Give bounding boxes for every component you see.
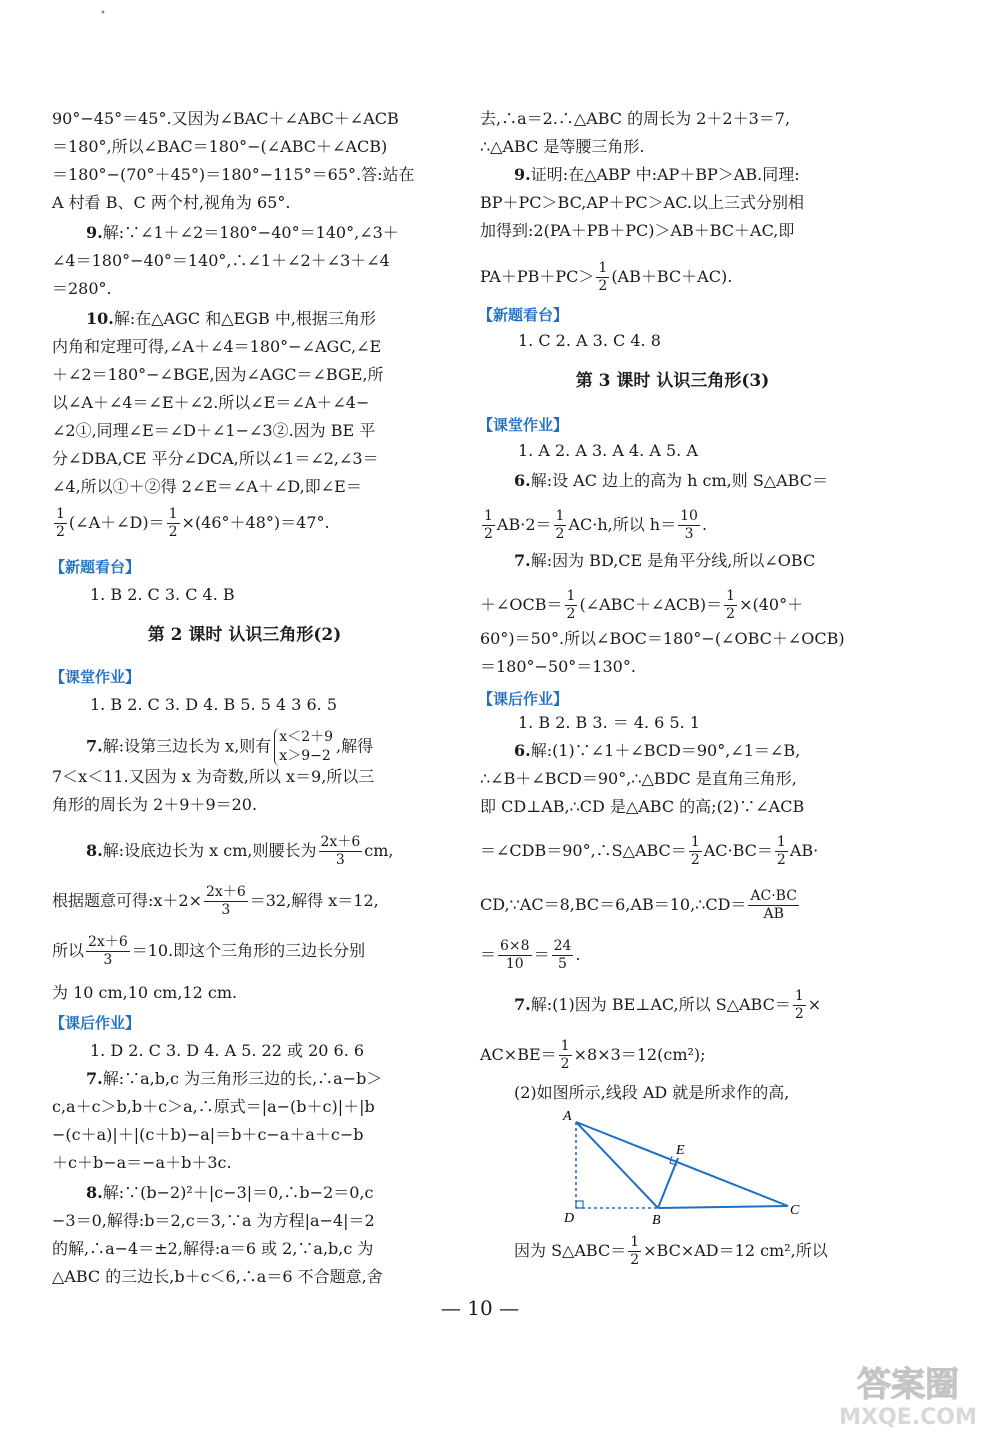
right-angle-d: [576, 1201, 583, 1208]
label-c: C: [790, 1203, 800, 1218]
answer-line: 1. B 2. C 3. C 4. B: [90, 585, 235, 604]
text: 解:因为 BD,CE 是角平分线,所以∠OBC: [530, 551, 816, 570]
section-tag-new: 【新题看台】: [50, 558, 141, 576]
question-number: 7.: [514, 551, 531, 570]
answer-line: 1. B 2. B 3. ＝ 4. 6 5. 1: [518, 713, 700, 732]
text-line: ＝180°−50°＝130°.: [480, 657, 636, 676]
text-line: 分∠DBA,CE 平分∠DCA,所以∠1＝∠2,∠3＝: [52, 449, 379, 468]
label-d: D: [564, 1211, 575, 1226]
text-line: 60°)＝50°.所以∠BOC＝180°−(∠OBC＋∠OCB): [480, 629, 845, 648]
text-line: (2)如图所示,线段 AD 就是所求作的高,: [514, 1083, 790, 1102]
text-line: ∠4＝180°−40°＝140°,∴∠1＋∠2＋∠3＋∠4: [52, 251, 390, 270]
formula-line: ＝∠CDB＝90°,∴S△ABC＝ $\frac{1}{2}$ AC·BC＝ $\frac{1}{2}$ AB·: [480, 834, 819, 868]
text-line: A 村看 B、C 两个村,视角为 65°.: [52, 193, 291, 212]
fraction: $\frac{10}{3}$: [680, 508, 698, 542]
label-b: B: [652, 1213, 661, 1228]
segment-be: [658, 1158, 678, 1208]
text-line: ∴∠B＋∠BCD＝90°,∴△BDC 是直角三角形,: [480, 769, 797, 788]
answer-line: 1. D 2. C 3. D 4. A 5. 22 或 20 6. 6: [90, 1041, 365, 1060]
fraction: $\frac{1}{2}$: [566, 588, 576, 622]
fraction: $\frac{1}{2}$: [776, 834, 786, 868]
text: ,解得: [336, 736, 374, 756]
fraction: $\frac{1}{2}$: [168, 506, 178, 540]
watermark-graphic: [820, 1360, 995, 1430]
answer-line: 1. C 2. A 3. C 4. 8: [518, 331, 661, 350]
fraction: $\frac{6\times 8}{10}$: [500, 938, 530, 972]
text: cm,: [364, 841, 394, 860]
watermark-bottom: MXQE.COM: [839, 1405, 977, 1430]
text-line: 角形的周长为 2＋9＋9＝20.: [52, 795, 258, 814]
fraction: $\frac{2x+6}{3}$: [206, 884, 246, 918]
section-tag-after: 【课后作业】: [50, 1014, 141, 1032]
side-ac: [576, 1122, 788, 1206]
text-line: 去,∴a＝2.∴△ABC 的周长为 2＋2＋3＝7,: [480, 109, 791, 128]
formula-line: [52, 506, 437, 541]
text-line: ＋∠2＝180°−∠BGE,因为∠AGC＝∠BGE,所: [52, 365, 384, 384]
text-line: 的解,∴a−4＝±2,解得:a＝6 或 2,∵a,b,c 为: [52, 1239, 374, 1258]
fraction: $\frac{1}{2}$: [555, 508, 565, 542]
fraction: $\frac{1}{2}$: [726, 588, 736, 622]
section-tag-after: 【课后作业】: [478, 690, 569, 708]
section-tag-new: 【新题看台】: [478, 306, 569, 324]
question-10: [86, 308, 471, 330]
question-7b: [86, 1068, 471, 1090]
question-8: [86, 834, 471, 869]
fraction: $\frac{1}{2}$: [794, 988, 804, 1022]
inequality-system: x＜2＋9 x＞9−2: [274, 728, 333, 766]
answer-line: 1. B 2. C 3. D 4. B 5. 5 4 3 6. 5: [90, 695, 338, 714]
text-line: −(c＋a)|＋|(c＋b)−a|＝b＋c−a＋a＋c−b: [52, 1125, 364, 1144]
watermark-logo: [820, 1360, 995, 1430]
section-tag-class: 【课堂作业】: [50, 668, 141, 686]
question-8b: [86, 1182, 471, 1204]
formula-line: 根据题意可得:x＋2× $\frac{2x+6}{3}$ ＝32,解得 x＝12,: [52, 884, 379, 918]
question-6: [514, 470, 899, 492]
corner-mark: •: [100, 8, 106, 19]
text-line: ∠4,所以①＋②得 2∠E＝∠A＋∠D,即∠E＝: [52, 477, 362, 496]
page-number: — 10 —: [440, 1296, 520, 1320]
text-line: 以∠A＋∠4＝∠E＋∠2.所以∠E＝∠A＋∠4−: [52, 393, 370, 412]
text-line: 即 CD⊥AB,∴CD 是△ABC 的高;(2)∵∠ACB: [480, 797, 805, 816]
question-7: [514, 550, 899, 572]
triangle-diagram: [560, 1108, 810, 1228]
text-line: ＝180°,所以∠BAC＝180°−(∠ABC＋∠ACB): [52, 137, 388, 156]
fraction: $\frac{1}{2}$: [598, 260, 608, 294]
text: 解:设底边长为 x cm,则腰长为: [102, 841, 317, 860]
formula-line: AC×BE＝ $\frac{1}{2}$ ×8×3＝12(cm²);: [480, 1038, 706, 1072]
fraction: $\frac{1}{2}$: [56, 506, 65, 540]
question-number: 6.: [514, 471, 531, 490]
question-number: 9.: [514, 165, 531, 184]
question-9: [514, 164, 899, 186]
text: 解:∵a,b,c 为三角形三边的长,∴a−b＞: [102, 1069, 383, 1088]
lesson-heading: 第 3 课时 认识三角形(3): [575, 371, 770, 391]
fraction: $\frac{2x+6}{3}$: [88, 934, 128, 968]
text: 解:设第三边长为 x,则有: [102, 736, 272, 756]
label-e: E: [676, 1143, 685, 1158]
text-line: ∴△ABC 是等腰三角形.: [480, 137, 645, 156]
answer-line: 1. A 2. A 3. A 4. A 5. A: [518, 441, 698, 460]
lesson-heading: 第 2 课时 认识三角形(2): [147, 625, 342, 645]
text-line: △ABC 的三边长,b＋c＜6,∴a＝6 不合题意,舍: [52, 1267, 383, 1286]
text-line: ＝280°.: [52, 279, 112, 298]
text-line: 加得到:2(PA＋PB＋PC)＞AB＋BC＋AC,即: [480, 221, 795, 240]
section-tag-class: 【课堂作业】: [478, 416, 569, 434]
text: 解:∵∠1＋∠2＝180°−40°＝140°,∠3＋: [102, 223, 399, 242]
text: 解:∵(b−2)²＋|c−3|＝0,∴b−2＝0,c: [102, 1183, 374, 1202]
side-bc: [658, 1206, 788, 1208]
formula-line: ＋∠OCB＝ $\frac{1}{2}$ (∠ABC＋∠ACB)＝ $\frac{1}{2}$ ×(40°＋: [480, 588, 804, 622]
question-number: 8.: [86, 841, 103, 860]
text: 证明:在△ABP 中:AP＋BP＞AB.同理:: [530, 165, 800, 184]
question-9: [86, 222, 471, 244]
text-line: ＝180°−(70°＋45°)＝180°−115°＝65°.答:站在: [52, 165, 415, 184]
watermark-top: 答案圈: [857, 1365, 959, 1405]
question-7b: 7.解:(1)因为 BE⊥AC,所以 S△ABC＝ $\frac{1}{2}$ ×: [514, 988, 822, 1022]
question-number: 7.: [86, 736, 103, 756]
fraction: $\frac{AC\cdot BC}{AB}$: [750, 888, 797, 922]
text-line: 内角和定理可得,∠A＋∠4＝180°−∠AGC,∠E: [52, 337, 382, 356]
triangle-figure: [560, 1108, 810, 1228]
question-6b: [514, 740, 899, 762]
text: (∠A＋∠D)＝: [68, 513, 165, 532]
formula-line: 因为 S△ABC＝ $\frac{1}{2}$ ×BC×AD＝12 cm²,所以: [514, 1234, 828, 1268]
fraction: $\frac{1}{2}$: [560, 1038, 570, 1072]
text-line: −3＝0,解得:b＝2,c＝3,∵a 为方程|a−4|＝2: [52, 1211, 375, 1230]
side-ab: [576, 1122, 658, 1208]
text-line: ＋c＋b−a＝−a＋b＋3c.: [52, 1153, 232, 1172]
text-line: ∠2①,同理∠E＝∠D＋∠1−∠3②.因为 BE 平: [52, 421, 376, 440]
question-number: 7.: [86, 1069, 103, 1088]
formula-line: ＝ $\frac{6\times 8}{10}$ ＝ $\frac{24}{5}$ .: [480, 938, 581, 972]
text: 解:(1)∵∠1＋∠BCD＝90°,∠1＝∠B,: [530, 741, 801, 760]
text: 解:在△AGC 和△EGB 中,根据三角形: [113, 309, 376, 328]
question-number: 8.: [86, 1183, 103, 1202]
text-line: c,a＋c＞b,b＋c＞a,∴原式＝|a−(b＋c)|＋|b: [52, 1097, 375, 1116]
formula-line: $\frac{1}{2}$ AB·2＝ $\frac{1}{2}$ AC·h,所以 h＝ $\frac{10}{3}$ .: [484, 508, 708, 542]
fraction: $\frac{2x+6}{3}$: [320, 834, 361, 868]
text: 解:设 AC 边上的高为 h cm,则 S△ABC＝: [530, 471, 828, 490]
label-a: A: [563, 1109, 572, 1124]
text-line: 7＜x＜11.又因为 x 为奇数,所以 x＝9,所以三: [52, 767, 375, 786]
text-line: BP＋PC＞BC,AP＋PC＞AC.以上三式分别相: [480, 193, 804, 212]
text-line: 为 10 cm,10 cm,12 cm.: [52, 983, 238, 1002]
fraction: $\frac{1}{2}$: [690, 834, 700, 868]
question-7: [86, 728, 471, 766]
formula-line: 所以 $\frac{2x+6}{3}$ ＝10.即这个三角形的三边长分别: [52, 934, 366, 968]
fraction: $\frac{1}{2}$: [484, 508, 493, 542]
question-number: 6.: [514, 741, 531, 760]
formula-line: CD,∵AC＝8,BC＝6,AB＝10,∴CD＝ $\frac{AC\cdot BC}{AB}$: [480, 888, 797, 922]
question-number: 10.: [86, 309, 114, 328]
text: 解:(1)因为 BE⊥AC,所以 S△ABC＝: [530, 995, 791, 1014]
question-number: 9.: [86, 223, 103, 242]
question-number: 7.: [514, 995, 531, 1014]
text: ×(46°＋48°)＝47°.: [181, 513, 330, 532]
formula-line: PA＋PB＋PC＞ $\frac{1}{2}$ (AB＋BC＋AC).: [480, 260, 733, 294]
text-line: 90°−45°＝45°.又因为∠BAC＋∠ABC＋∠ACB: [52, 109, 399, 128]
fraction: $\frac{1}{2}$: [630, 1234, 640, 1268]
fraction: $\frac{24}{5}$: [553, 938, 572, 972]
